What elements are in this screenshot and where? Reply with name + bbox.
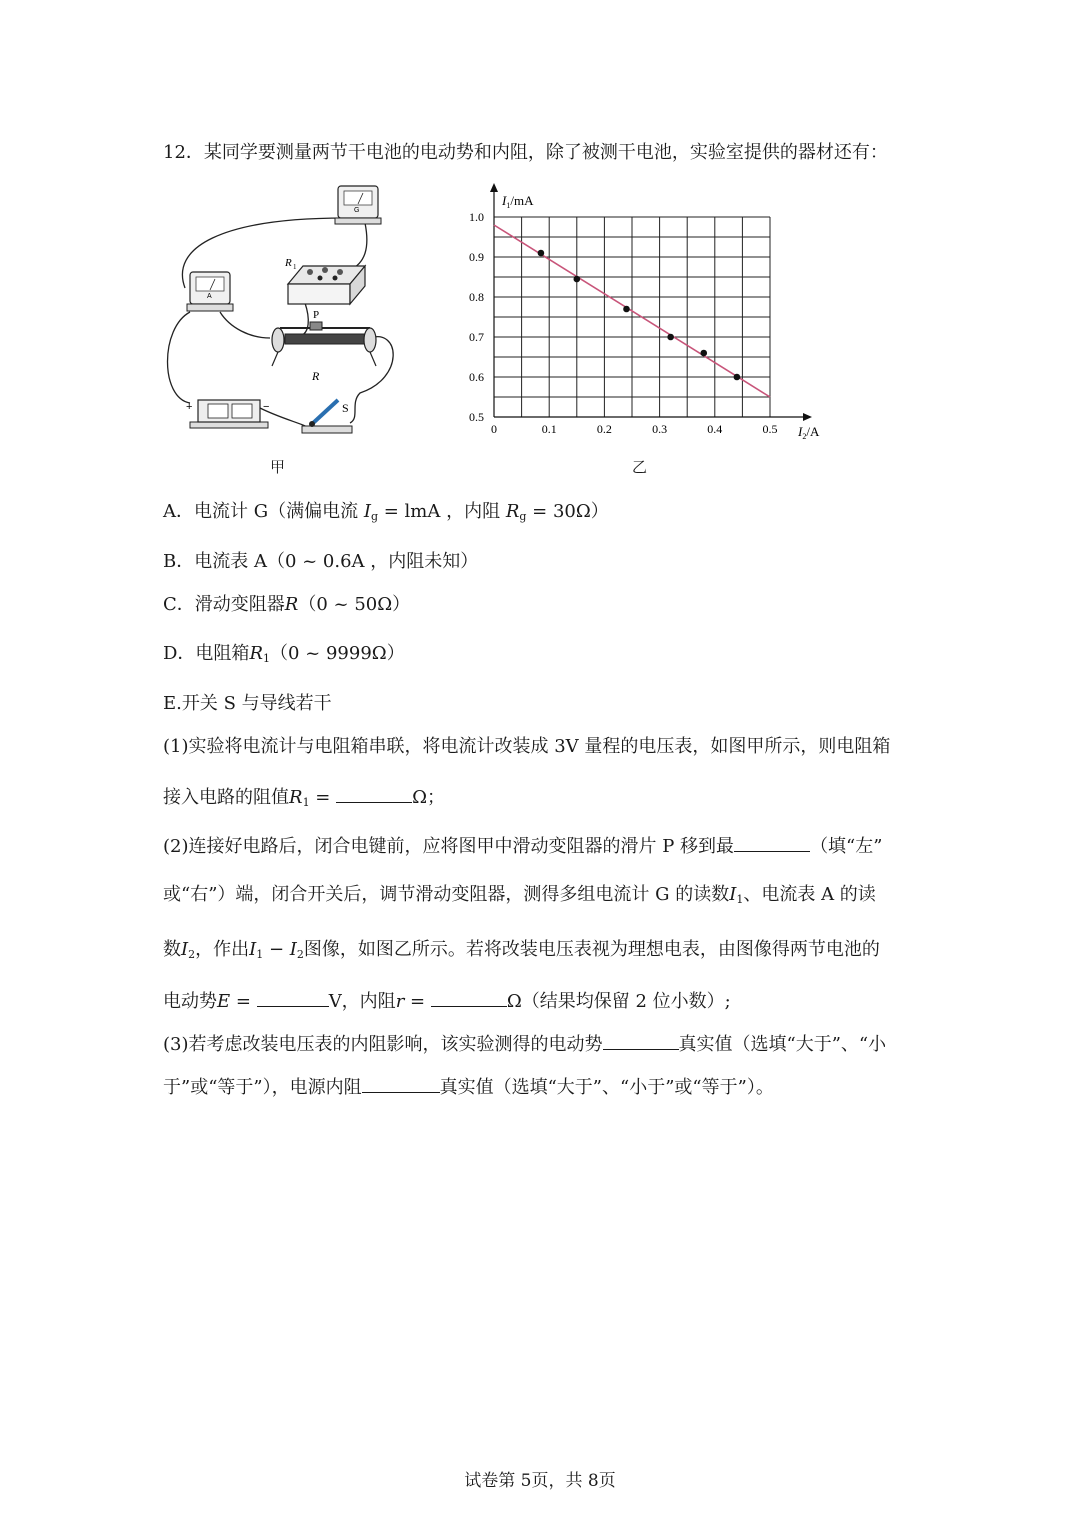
resistance-box-icon bbox=[284, 257, 365, 304]
option-d-range: （0 ~ 9999Ω） bbox=[270, 643, 405, 664]
part2-line3: 数$I_2$，作出$I_1 - I_2$图像，如图乙所示。若将改装电压表视为理想电表，由图像得两节电池的 bbox=[163, 939, 880, 961]
x-tick-label: 0 bbox=[491, 422, 497, 436]
option-a-symbol-r: R bbox=[505, 501, 520, 522]
option-d-sub: 1 bbox=[263, 652, 270, 665]
wire bbox=[220, 312, 270, 338]
galvanometer-icon bbox=[335, 186, 381, 224]
data-point bbox=[734, 374, 741, 381]
chart-grid bbox=[494, 217, 770, 417]
y-tick-label: 0.9 bbox=[469, 250, 484, 264]
x-tick-label: 0.1 bbox=[541, 422, 557, 436]
resistance-box-label: R bbox=[285, 257, 292, 269]
part1-equals: = bbox=[309, 787, 331, 808]
switch-icon bbox=[302, 400, 352, 433]
ammeter-label: A bbox=[207, 293, 212, 300]
rheostat-label: R bbox=[312, 369, 320, 383]
option-c bbox=[163, 593, 410, 617]
option-d-text: D．电阻箱 bbox=[163, 643, 250, 664]
wire bbox=[168, 312, 191, 403]
part2-symbol-e: E bbox=[217, 991, 231, 1012]
option-a-sub-g: g bbox=[370, 510, 379, 523]
answer-blank-internal-resistance[interactable] bbox=[431, 988, 507, 1007]
part3-text-2b: 真实值（选填“大于”、“小于”或“等于”）。 bbox=[439, 1077, 774, 1098]
resistance-box-label-sub: 1 bbox=[293, 263, 297, 271]
option-a-sub-g2: g bbox=[519, 510, 527, 523]
part3-text-1: (3)若考虑改装电压表的内阻影响，该实验测得的电动势 bbox=[163, 1034, 603, 1055]
battery-minus-label: − bbox=[263, 401, 270, 413]
answer-blank-r1[interactable] bbox=[336, 784, 412, 803]
x-tick-label: 0.5 bbox=[762, 422, 778, 436]
data-point bbox=[667, 334, 674, 341]
question-intro: 12．某同学要测量两节干电池的电动势和内阻，除了被测干电池，实验室提供的器材还有： bbox=[163, 142, 888, 163]
option-d-symbol: R bbox=[249, 643, 263, 664]
x-tick-label: 0.2 bbox=[596, 422, 612, 436]
slider-label: P bbox=[313, 309, 320, 321]
battery-plus-label: + bbox=[186, 401, 193, 413]
battery-icon bbox=[186, 400, 269, 428]
option-e: E.开关 S 与导线若干 bbox=[163, 693, 332, 714]
y-axis-label: $I_1/mA$ bbox=[502, 193, 534, 210]
wire bbox=[300, 303, 308, 336]
part1-line1: (1)实验将电流计与电阻箱串联，将电流计改装成 3V 量程的电压表，如图甲所示，则电阻箱 bbox=[163, 736, 891, 757]
y-tick-label: 0.8 bbox=[469, 290, 484, 304]
rheostat-icon bbox=[272, 309, 376, 383]
ammeter-icon bbox=[187, 272, 233, 311]
part2-text-4: 电动势 bbox=[163, 991, 217, 1012]
option-c-symbol: R bbox=[284, 594, 299, 615]
part3-line2 bbox=[163, 1074, 774, 1100]
data-point bbox=[538, 250, 545, 257]
y-tick-label: 0.6 bbox=[469, 370, 484, 384]
part2-text-3b: ，作出 bbox=[195, 939, 250, 960]
figure-yi-caption: 乙 bbox=[632, 458, 648, 476]
data-point bbox=[623, 306, 630, 313]
part1-line2 bbox=[163, 784, 445, 815]
part3-text-1b: 真实值（选填“大于”、“小 bbox=[678, 1034, 887, 1055]
part2-text-3: 数 bbox=[163, 939, 181, 960]
part1-sub: 1 bbox=[302, 796, 310, 809]
page-footer: 试卷第 5页，共 8页 bbox=[464, 1471, 616, 1491]
chart-ticks bbox=[469, 210, 778, 436]
part2-equals-2: = bbox=[404, 991, 426, 1012]
part2-symbol-r: r bbox=[395, 991, 405, 1012]
part2-text-4c: Ω（结果均保留 2 位小数）; bbox=[506, 991, 731, 1012]
data-point bbox=[574, 276, 581, 283]
part1-text: 接入电路的阻值 bbox=[163, 787, 289, 808]
y-tick-label: 0.5 bbox=[469, 410, 484, 424]
x-axis-arrow-icon bbox=[803, 413, 812, 421]
answer-blank-emf-compare[interactable] bbox=[603, 1031, 679, 1050]
option-a bbox=[163, 500, 609, 529]
wire bbox=[350, 223, 367, 270]
x-axis-label: $I_2/A$ bbox=[798, 424, 820, 441]
answer-blank-direction[interactable] bbox=[734, 833, 810, 852]
y-tick-label: 0.7 bbox=[469, 330, 484, 344]
data-point bbox=[700, 350, 707, 357]
option-d bbox=[163, 642, 405, 671]
circuit-figure bbox=[160, 178, 420, 448]
part3-line1 bbox=[163, 1031, 886, 1057]
y-tick-label: 1.0 bbox=[469, 210, 484, 224]
part1-unit: Ω； bbox=[412, 787, 446, 808]
answer-blank-resistance-compare[interactable] bbox=[362, 1074, 440, 1093]
part2-line2: 或“右”）端，闭合开关后，调节滑动变阻器，测得多组电流计 G 的读数$I_1$、电流表 A 的读 bbox=[163, 884, 876, 906]
part2-line1 bbox=[163, 833, 882, 859]
part2-text-2b: 、电流表 A 的读 bbox=[743, 884, 876, 905]
chart-axes bbox=[490, 183, 812, 421]
switch-label: S bbox=[342, 401, 349, 415]
figure-jia-caption: 甲 bbox=[270, 458, 286, 476]
x-tick-label: 0.4 bbox=[707, 422, 723, 436]
part2-text-3c: 图像，如图乙所示。若将改装电压表视为理想电表，由图像得两节电池的 bbox=[303, 939, 880, 960]
part2-text-4b: V，内阻 bbox=[328, 991, 396, 1012]
y-axis-arrow-icon bbox=[490, 183, 498, 192]
part2-text-1: (2)连接好电路后，闭合电键前，应将图甲中滑动变阻器的滑片 P 移到最 bbox=[163, 836, 735, 857]
option-a-value-1: = lmA ，内阻 bbox=[378, 501, 501, 522]
x-tick-label: 0.3 bbox=[652, 422, 668, 436]
part2-text-1b: （填“左” bbox=[810, 836, 883, 857]
answer-blank-emf[interactable] bbox=[257, 988, 329, 1007]
option-a-text: A．电流计 G（满偏电流 bbox=[163, 501, 359, 522]
option-c-text: C．滑动变阻器 bbox=[163, 594, 285, 615]
option-c-range: （0 ~ 50Ω） bbox=[298, 594, 411, 615]
part3-text-2: 于”或“等于”），电源内阻 bbox=[163, 1077, 362, 1098]
option-a-value-2: = 30Ω） bbox=[526, 501, 609, 522]
part1-symbol: R bbox=[289, 787, 303, 808]
option-b: B．电流表 A（0 ~ 0.6A ，内阻未知） bbox=[163, 551, 479, 572]
part2-equals-1: = bbox=[230, 991, 251, 1012]
part2-text-2: 或“右”）端，闭合开关后，调节滑动变阻器，测得多组电流计 G 的读数 bbox=[163, 884, 730, 905]
galvanometer-label: G bbox=[354, 207, 360, 214]
i1-i2-chart bbox=[440, 180, 840, 450]
option-a-symbol-i: I bbox=[363, 501, 371, 522]
part2-line4 bbox=[163, 988, 731, 1014]
